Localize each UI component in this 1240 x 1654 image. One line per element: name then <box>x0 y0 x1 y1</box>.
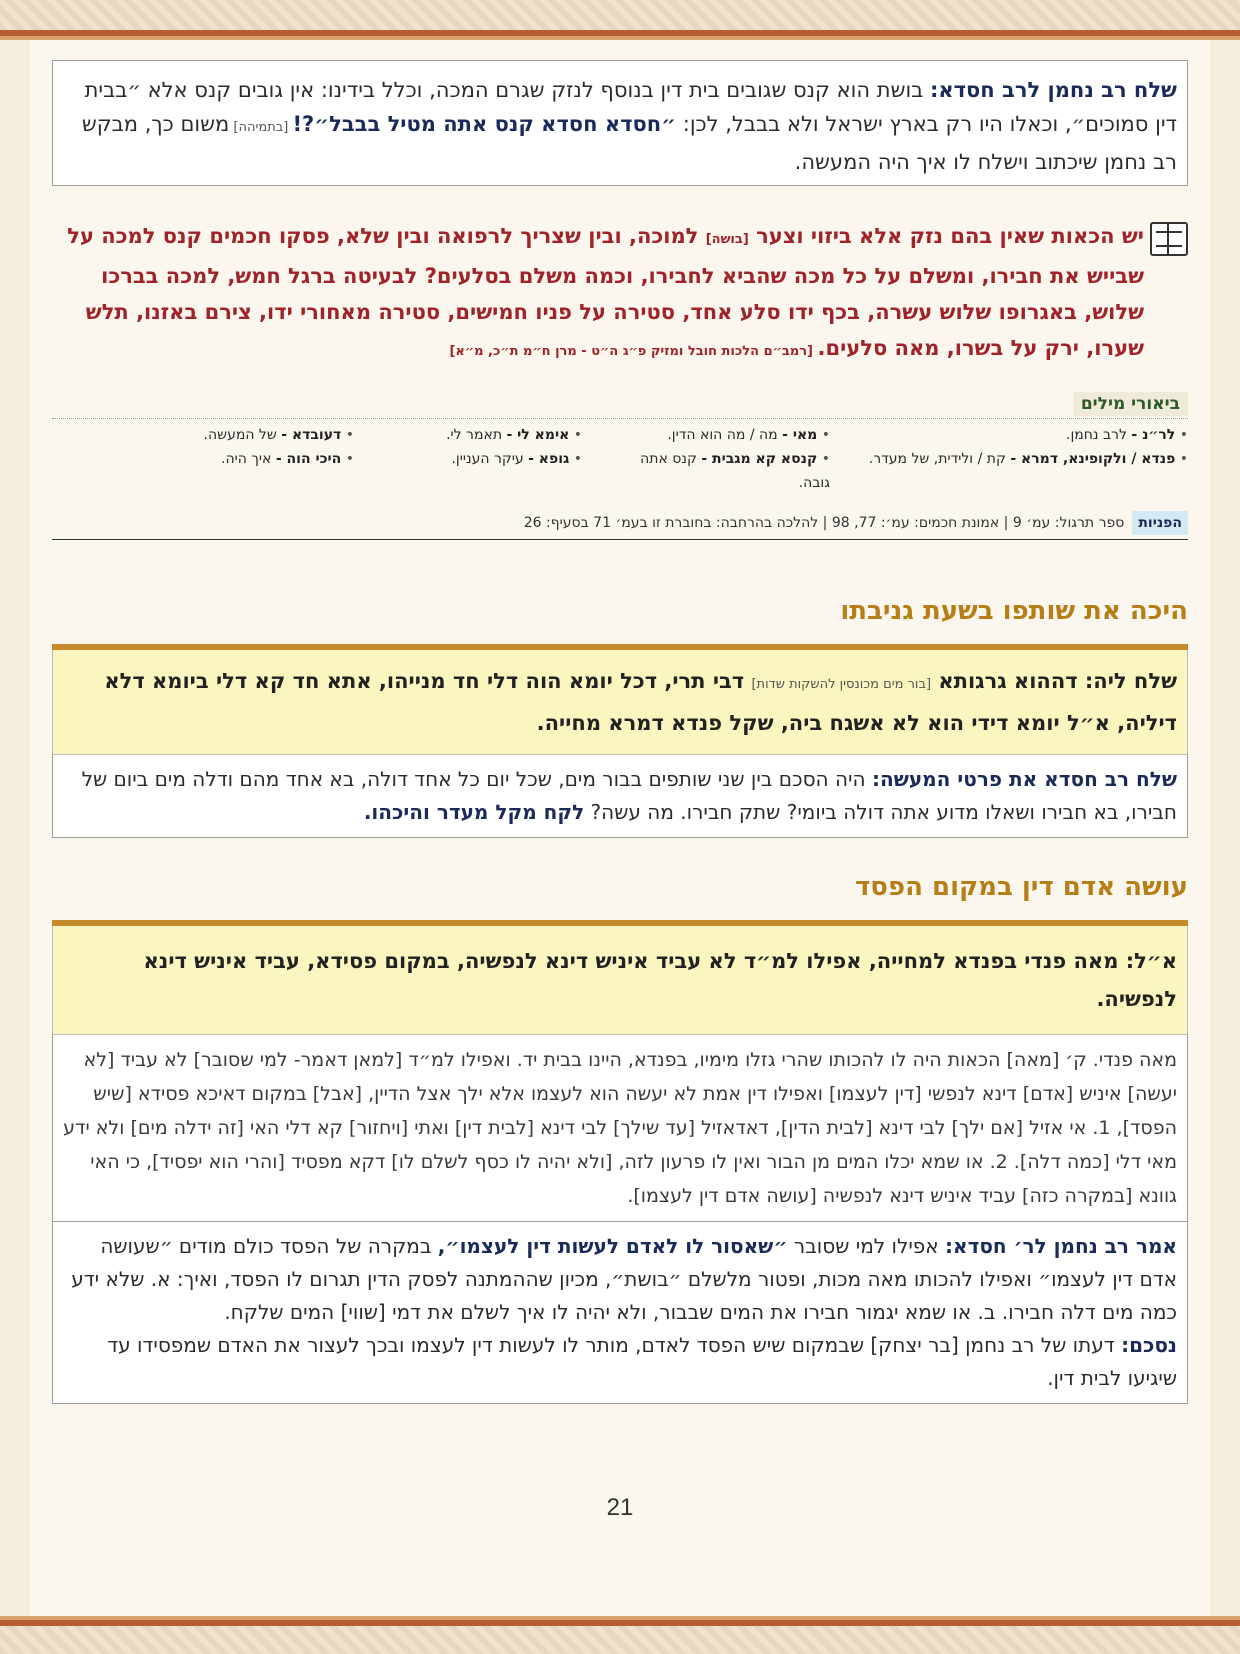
glossary-item: • היכי הוה - איך היה. <box>174 447 354 495</box>
ruling-note: [בושה] <box>705 232 749 247</box>
glossary-item: • פנדא / ולקופינא, דמרא - קת / ולידית, של מעדר. <box>858 447 1188 495</box>
gemara-note: [בור מים מכונסין להשקות שדות] <box>751 677 932 692</box>
expl-bold: לקח מקל מעדר והיכהו. <box>363 800 585 824</box>
explanation-box-2 <box>52 1222 1188 1404</box>
glossary-item: • קנסא קא מגבית - קנס אתה גובה. <box>610 447 830 495</box>
section2-heading: עושה אדם דין במקום הפסד <box>855 872 1188 902</box>
expl-text: היה הסכם בין שני שותפים בבור מים, שכל יום כל אחד דולה, בא אחד מהם ודלה מים ביום של חבירו, בא חבירו ושאלו מדוע אתה דולה ביומי? שתק חבירו. מה עשה? <box>81 767 1177 824</box>
gemara-2-text: א״ל: מאה פנדי בפנדא למחייה, אפילו למ״ד לא עביד איניש דינא לנפשיה, במקום פסידא, עביד איניש דינא לנפשיה. <box>143 949 1177 1011</box>
glossary-item: • לר״נ - לרב נחמן. <box>858 423 1188 447</box>
decorative-border-top <box>0 0 1240 36</box>
translation-box <box>52 1035 1188 1222</box>
intro-note: [בתמיהה] <box>229 120 293 135</box>
glossary-list <box>52 423 1188 495</box>
references-bar <box>52 511 1188 540</box>
ruling-source: [רמב״ם הלכות חובל ומזיק פ״ג ה״ט - מרן ח״מ ת״כ, מ״א] <box>449 344 818 359</box>
gemara-lead: שלח ליה: דההוא גרגותא <box>931 669 1177 693</box>
expl2-rest: במקרה של הפסד כולם מודים ״שעושה אדם דין לעצמו״ ואפילו להכותו מאה מכות, ופטור מלשלם ״בושת״, מכיון שההמתנה לפסק הדין תגרום לו הפסד, ואיך: א. שלא ידע כמה מים דלה חבירו. ב. או שמא יגמור חבירו את המים שבבור, ולא יהיה לו איך לשלם את דמי [שווי] המים שלקח. <box>71 1234 1177 1324</box>
intro-box <box>52 60 1188 186</box>
page-content <box>52 60 1188 1404</box>
gemara-rest: דבי תרי, דכל יומא הוה דלי חד מנייהו, אתא חד קא דלי ביומא דלא דיליה, א״ל יומא דידי הוא לא אשגח ביה, שקל פנדא דמרא מחייה. <box>104 669 1177 735</box>
summary-text: דעתו של רב נחמן [בר יצחק] שבמקום שיש הפסד לאדם, מותר לו לעשות דין לעצמו ובכך לעצור את האדם שמפסידו עד שיגיעו לבית דין. <box>107 1333 1177 1390</box>
glossary <box>52 392 1188 495</box>
expl2-quote: ״שאסור לו לאדם לעשות דין לעצמו״, <box>437 1234 788 1258</box>
intro-quote: ״חסדא חסדא קנס אתה מטיל בבבל״?! <box>292 112 677 136</box>
book-icon <box>1150 222 1188 256</box>
section1-block <box>52 644 1188 838</box>
decorative-border-bottom <box>0 1620 1240 1654</box>
intro-text-end: משום כך, מבקש רב נחמן שיכתוב וישלח לו איך היה המעשה. <box>81 112 1177 174</box>
ruling-text-1: יש הכאות שאין בהם נזק אלא ביזוי וצער <box>748 224 1144 248</box>
ruling-text-2: למוכה, ובין שצריך לרפואה ובין שלא, פסקו חכמים קנס למכה על שבייש את חבירו, ומשלם על כל מכה שהביא לחבירו, וכמה משלם בסלעים? לבעיטה ברגל חמש, למכה בברכו שלוש, באגרופו שלוש עשרה, בכף ידו סלע אחד, סטירה על פניו חמישים, סטירה מאחורי ידו, צירם באזנו, תלש שערו, ירק על בשרו, מאה סלעים. <box>67 224 1144 360</box>
translation-text: מאה פנדי. ק׳ [מאה] הכאות היה לו להכותו שהרי גזלו מימיו, בפנדא, היינו בבית יד. ואפילו למ״ד [למאן דאמר- למי שסובר] לא עביד [לא יעשה] איניש [אדם] דינא לנפשי [דין לעצמו] ואפילו דין אמת לא יעשה הוא לעצמו אלא ילך אצל הדיין, [אבל] במקום דאיכא פסידא [שיש הפסד], 1. אי אזיל [אם ילך] לבי דינא [לבית הדין], דאדאזיל [עד שילך] לבי דינא [לבית דין] ואתי [ויחזור] קא דלי האי [זה ידלה מים] ולא ידע מאי דלי [כמה דלה]. 2. או שמא יכלו המים מן הבור ואין לו פרעון לזה, [ולא יהיה לו כסף לשלם לו] דקא מפסיד [והרי הוא יפסיד], כי האי גוונא [במקרה כזה] עביד איניש דינא לנפשיה [עושה אדם דין לעצמו]. <box>63 1049 1177 1207</box>
explanation-box <box>52 755 1188 838</box>
intro-lead: שלח רב נחמן לרב חסדא: <box>930 78 1177 102</box>
expl-lead: שלח רב חסדא את פרטי המעשה: <box>871 767 1177 791</box>
references-label: הפניות <box>1132 511 1188 535</box>
summary-lead: נסכם: <box>1121 1333 1177 1357</box>
references-text: ספר תרגול: עמ׳ 9 | אמונת חכמים: עמ׳: 77, 98 | להלכה בהרחבה: בחוברת זו בעמ׳ 71 בסעיף: 26 <box>523 515 1125 531</box>
glossary-divider <box>52 418 1188 419</box>
section2-block <box>52 920 1188 1404</box>
gemara-box <box>52 650 1188 755</box>
expl2-text: אפילו למי שסובר <box>787 1234 946 1258</box>
glossary-item: • גופא - עיקר העניין. <box>382 447 582 495</box>
glossary-title: ביאורי מילים <box>1073 392 1188 416</box>
halacha-ruling <box>52 218 1188 370</box>
intro-text: בושת הוא קנס שגובים בית דין בנוסף לנזק שגרם המכה, וכלל בידינו: אין גובים קנס אלא ״בבית דין סמוכים״, וכאלו היו רק בארץ ישראל ולא בבבל, לכן: <box>84 78 1177 136</box>
glossary-item: • דעובדא - של המעשה. <box>174 423 354 447</box>
glossary-item: • אימא לי - תאמר לי. <box>382 423 582 447</box>
glossary-item: • מאי - מה / מה הוא הדין. <box>610 423 830 447</box>
expl2-lead: אמר רב נחמן לר׳ חסדא: <box>945 1234 1177 1258</box>
gemara-box-2 <box>52 926 1188 1035</box>
page-number: 21 <box>606 1494 634 1521</box>
section1-heading: היכה את שותפו בשעת גניבתו <box>840 596 1188 626</box>
